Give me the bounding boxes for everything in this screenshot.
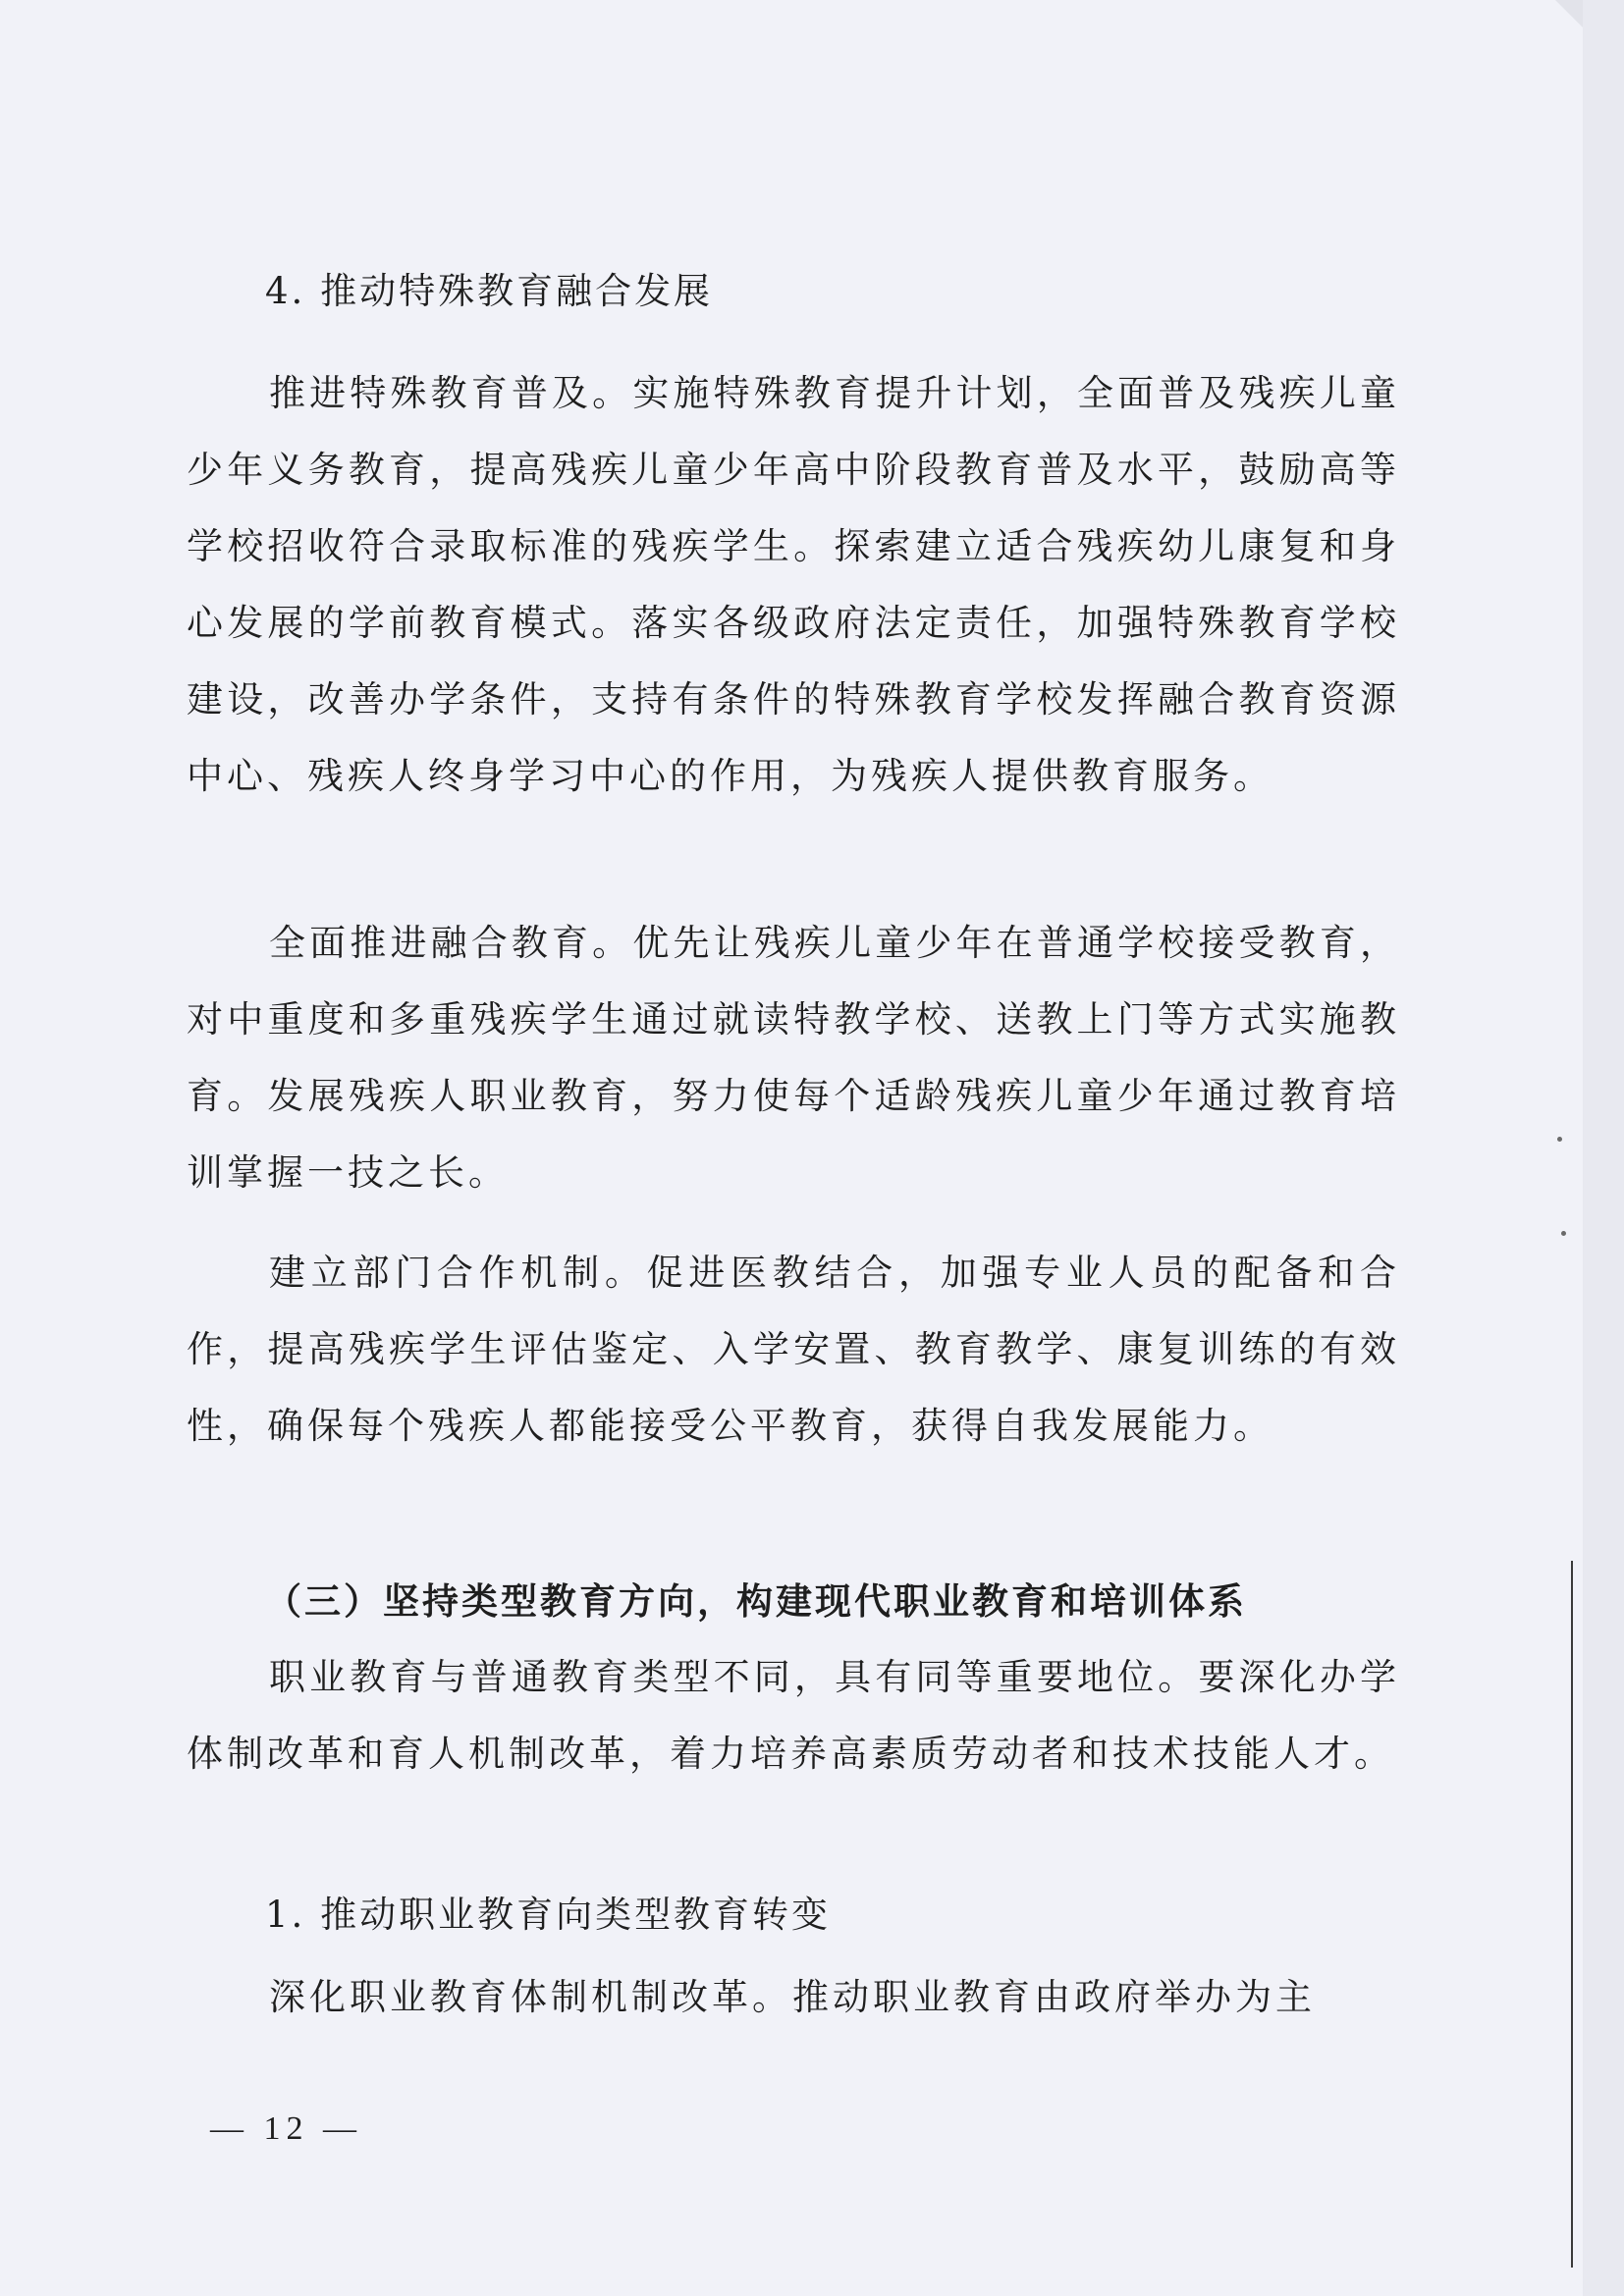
page-number: — 12 — [210,2110,362,2147]
scan-speck [1561,1231,1566,1236]
page-fold-corner [1555,0,1583,27]
subsection-heading-1: 1. 推动职业教育向类型教育转变 [265,1894,832,1936]
paragraph-vocational-reform: 深化职业教育体制机制改革。推动职业教育由政府举办为主 [269,1976,1316,2018]
paragraph-department-cooperation: 建立部门合作机制。促进医教结合，加强专业人员的配备和合作，提高残疾学生评估鉴定、入学安置、教育教学、康复训练的有效性，确保每个残疾人都能接受公平教育，获得自我发展能力。 [187,1252,1400,1447]
section-heading-3: （三）坚持类型教育方向，构建现代职业教育和培训体系 [265,1579,1247,1623]
scan-edge-line [1571,1561,1573,2268]
subsection-heading-4: 4. 推动特殊教育融合发展 [265,270,714,312]
scan-speck [1557,1137,1562,1142]
paragraph-special-education-popularization: 推进特殊教育普及。实施特殊教育提升计划，全面普及残疾儿童少年义务教育，提高残疾儿童少年高中阶段教育普及水平，鼓励高等学校招收符合录取标准的残疾学生。探索建立适合残疾幼儿康复和身心发展的学前教育模式。落实各级政府法定责任，加强特殊教育学校建设，改善办学条件，支持有条件的特殊教育学校发挥融合教育资源中心、残疾人终身学习中心的作用，为残疾人提供教育服务。 [187,372,1400,797]
paragraph-vocational-education-overview: 职业教育与普通教育类型不同，具有同等重要地位。要深化办学体制改革和育人机制改革，着力培养高素质劳动者和技术技能人才。 [187,1656,1400,1775]
paragraph-inclusive-education: 全面推进融合教育。优先让残疾儿童少年在普通学校接受教育，对中重度和多重残疾学生通过就读特教学校、送教上门等方式实施教育。发展残疾人职业教育，努力使每个适龄残疾儿童少年通过教育培训掌握一技之长。 [187,922,1400,1194]
